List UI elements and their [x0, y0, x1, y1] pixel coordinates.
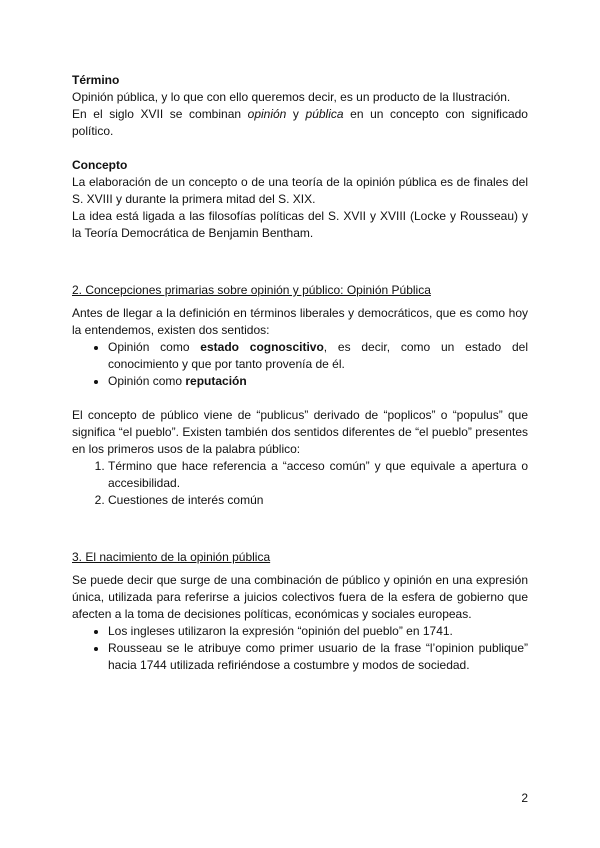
list-item [108, 373, 528, 390]
concepto-paragraph-1: La elaboración de un concepto o de una teoría de la opinión pública es de finales del S. XVIII y durante la primera mitad del S. XIX. [72, 175, 528, 206]
section-2-bullet-list [72, 339, 528, 390]
list-item: 2. Cuestiones de interés común [108, 492, 528, 509]
termino-p2-opinion: opinión [247, 107, 287, 121]
section-2-title: 2. Concepciones primarias sobre opinión y público: Opinión Pública [72, 283, 431, 297]
termino-p2-y: y [286, 107, 306, 121]
termino-p2-end: en un concepto con significado político. [72, 107, 528, 138]
section-2-intro: Antes de llegar a la definición en términos liberales y democráticos, que es como hoy la entendemos, existen dos sentidos: [72, 306, 528, 337]
section-3-bullet-list [72, 623, 528, 674]
list-item: 1. Término que hace referencia a “acceso común” y que equivale a apertura o accesibilidad. [108, 458, 528, 492]
bullet-1-bold: estado cognoscitivo [200, 340, 324, 354]
concepto-heading: Concepto [72, 158, 128, 172]
bullet-1-text-end: , es decir, como un estado del conocimiento y que por tanto provenía de él. [108, 340, 528, 371]
document-page [72, 72, 528, 674]
section-3-title: 3. El nacimiento de la opinión pública [72, 550, 271, 564]
termino-paragraph-1: Opinión pública, y lo que con ello queremos decir, es un producto de la Ilustración. [72, 90, 511, 104]
list-item [108, 339, 528, 373]
list-item: • Los ingleses utilizaron la expresión “opinión del pueblo” en 1741. [108, 623, 528, 640]
section-2-numbered-list [72, 458, 528, 509]
termino-p2-publica: pública [305, 107, 344, 121]
termino-paragraph-2 [72, 106, 528, 140]
bullet-2-bold: reputación [185, 374, 247, 388]
termino-heading: Término [72, 73, 120, 87]
list-item: • Rousseau se le atribuye como primer usuario de la frase “l’opinion publique” hacia 1744 utilizada refiriéndose a costumbre y modos de sociedad. [108, 640, 528, 674]
bullet-2-text-start: Opinión como [108, 374, 186, 388]
section-2-paragraph-2: El concepto de público viene de “publicus” derivado de “poplicos” o “populus” que significa “el pueblo”. Existen también dos sentidos diferentes de “el pueblo” presentes en los primeros usos de la palabra público: [72, 408, 528, 456]
section-3-intro: Se puede decir que surge de una combinación de público y opinión en una expresión única, utilizada para referirse a juicios colectivos fuera de la esfera de gobierno que afecten a la toma de decisiones políticas, económicas y sociales europeas. [72, 573, 528, 621]
page-number: 2 [521, 791, 528, 805]
termino-p2-start: En el siglo XVII se combinan [72, 107, 248, 121]
bullet-1-text-start: Opinión como [108, 340, 201, 354]
concepto-paragraph-2: La idea está ligada a las filosofías políticas del S. XVII y XVIII (Locke y Rousseau) y la Teoría Democrática de Benjamin Bentham. [72, 209, 528, 240]
